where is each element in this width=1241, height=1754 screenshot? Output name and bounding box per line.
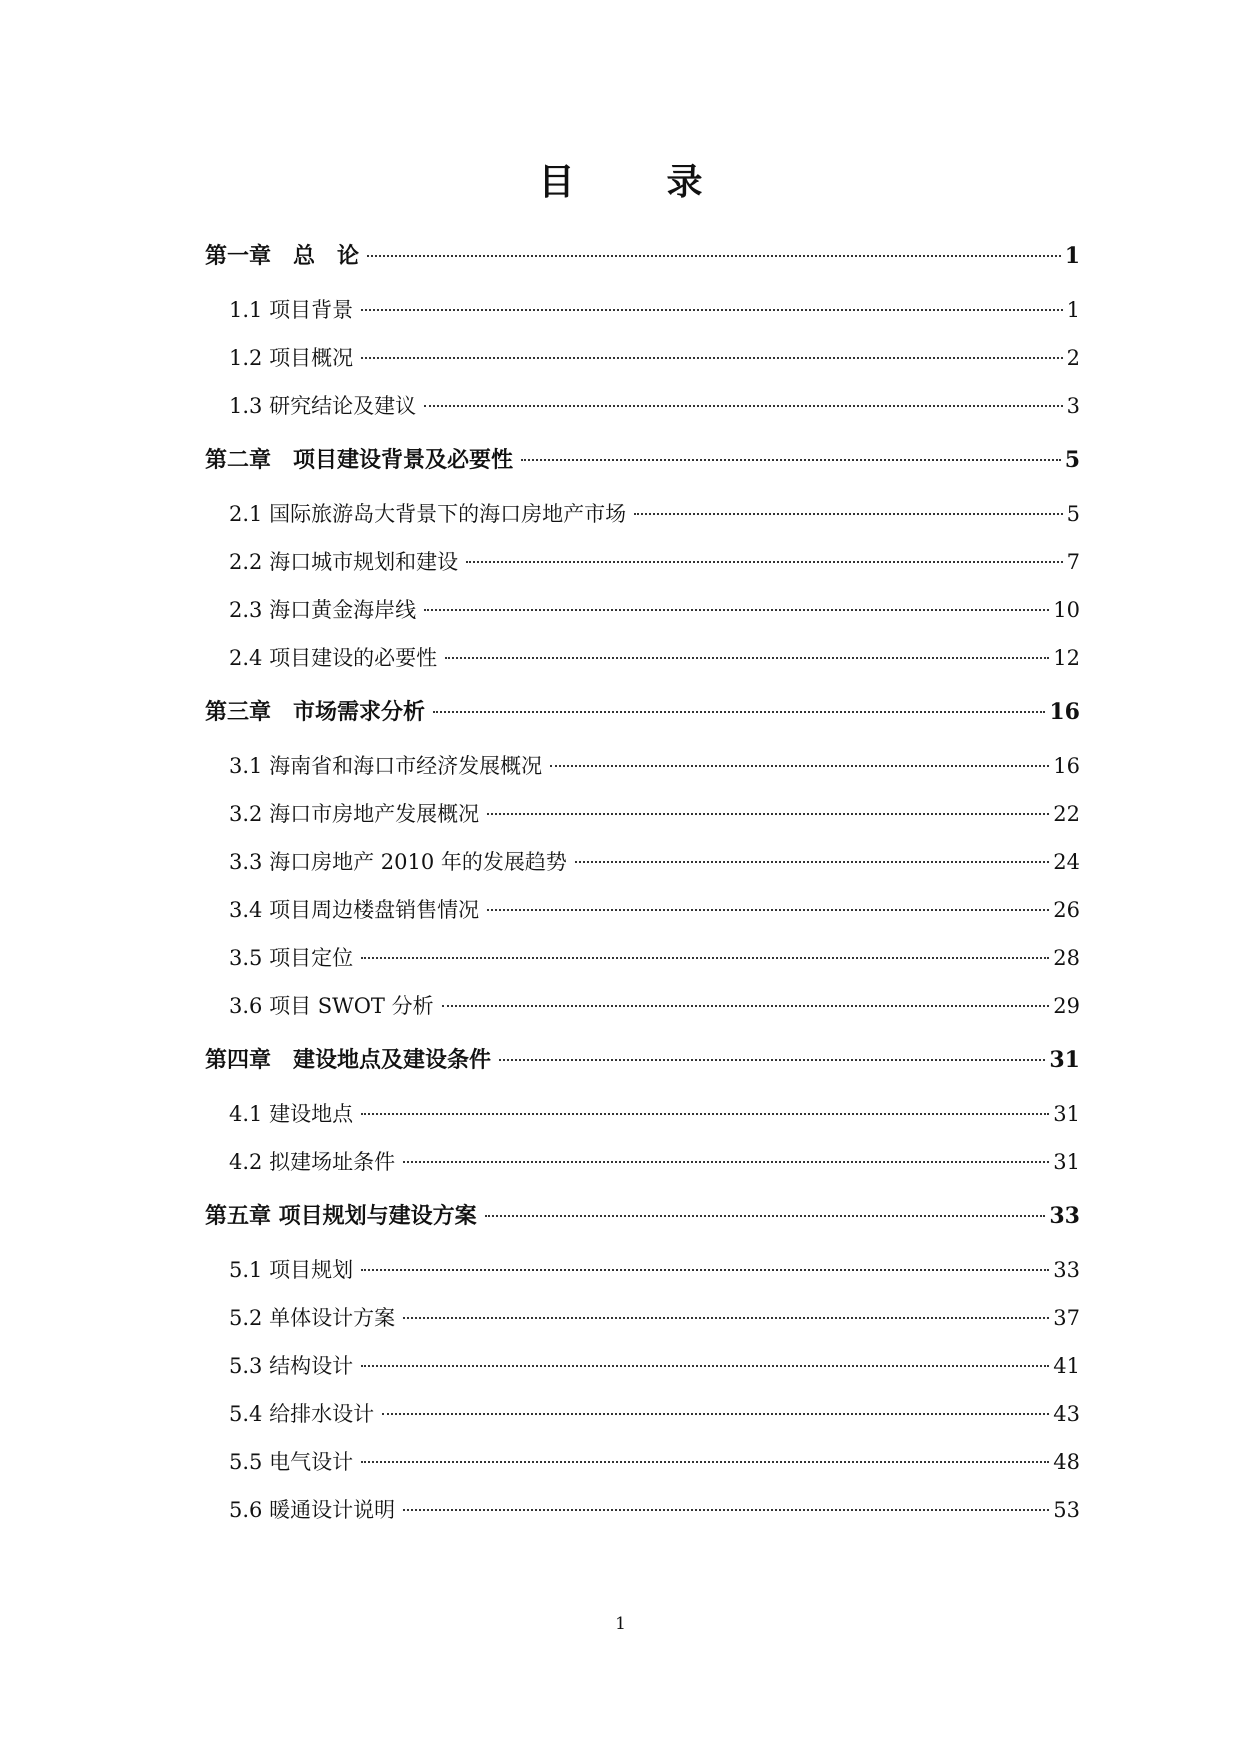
toc-entry-page: 1 [1064,243,1080,269]
toc-entry-page: 29 [1053,994,1080,1018]
toc-entry-page: 31 [1053,1150,1080,1174]
toc-dot-leader [499,1059,1045,1061]
toc-section-entry[interactable] [205,982,1080,1030]
toc-entry-page: 31 [1053,1102,1080,1126]
toc-entry-label: 第一章 总 论 [205,243,360,269]
toc-section-entry[interactable] [205,1090,1080,1138]
toc-chapter-entry[interactable] [205,430,1080,490]
toc-section-entry[interactable] [205,1486,1080,1534]
toc-entry-page: 31 [1049,1047,1080,1073]
toc-dot-leader [403,1161,1049,1163]
toc-dot-leader [403,1317,1049,1319]
toc-entry-label: 5.5 电气设计 [229,1450,354,1474]
toc-section-entry[interactable] [205,490,1080,538]
toc-dot-leader [403,1509,1049,1511]
toc-section-entry[interactable] [205,1294,1080,1342]
toc-entry-page: 16 [1053,754,1080,778]
toc-section-entry[interactable] [205,1390,1080,1438]
toc-dot-leader [487,909,1049,911]
toc-dot-leader [521,459,1061,461]
page-number: 1 [615,1614,626,1634]
toc-entry-label: 5.4 给排水设计 [229,1402,375,1426]
toc-entry-label: 5.1 项目规划 [229,1258,354,1282]
toc-section-entry[interactable] [205,1438,1080,1486]
toc-dot-leader [487,813,1049,815]
toc-section-entry[interactable] [205,742,1080,790]
toc-dot-leader [367,255,1061,257]
table-of-contents [205,226,1080,1534]
toc-section-entry[interactable] [205,1246,1080,1294]
toc-chapter-entry[interactable] [205,1030,1080,1090]
toc-section-entry[interactable] [205,1138,1080,1186]
toc-entry-page: 26 [1053,898,1080,922]
toc-entry-page: 53 [1053,1498,1080,1522]
toc-entry-label: 1.1 项目背景 [229,298,354,322]
toc-chapter-entry[interactable] [205,682,1080,742]
toc-dot-leader [433,711,1045,713]
toc-chapter-entry[interactable] [205,226,1080,286]
toc-section-entry[interactable] [205,538,1080,586]
toc-entry-label: 第五章 项目规划与建设方案 [205,1203,477,1229]
toc-entry-label: 3.1 海南省和海口市经济发展概况 [229,754,543,778]
toc-dot-leader [550,765,1049,767]
toc-dot-leader [361,1269,1049,1271]
toc-entry-label: 3.6 项目 SWOT 分析 [229,994,434,1018]
toc-dot-leader [445,657,1049,659]
toc-entry-page: 37 [1053,1306,1080,1330]
toc-entry-page: 22 [1053,802,1080,826]
toc-entry-page: 43 [1053,1402,1080,1426]
toc-entry-page: 12 [1053,646,1080,670]
toc-section-entry[interactable] [205,934,1080,982]
page-title: 目 录 [538,161,731,203]
toc-entry-page: 28 [1053,946,1080,970]
toc-entry-page: 33 [1053,1258,1080,1282]
toc-dot-leader [575,861,1049,863]
toc-entry-label: 3.4 项目周边楼盘销售情况 [229,898,480,922]
toc-dot-leader [361,357,1063,359]
toc-chapter-entry[interactable] [205,1186,1080,1246]
toc-entry-label: 2.3 海口黄金海岸线 [229,598,417,622]
toc-dot-leader [361,1461,1049,1463]
toc-entry-label: 2.1 国际旅游岛大背景下的海口房地产市场 [229,502,627,526]
toc-entry-page: 33 [1049,1203,1080,1229]
toc-dot-leader [361,309,1063,311]
toc-section-entry[interactable] [205,586,1080,634]
toc-section-entry[interactable] [205,634,1080,682]
toc-dot-leader [466,561,1063,563]
toc-entry-label: 第二章 项目建设背景及必要性 [205,447,514,473]
toc-dot-leader [361,957,1049,959]
toc-entry-page: 16 [1049,699,1080,725]
toc-entry-label: 5.6 暖通设计说明 [229,1498,396,1522]
toc-section-entry[interactable] [205,1342,1080,1390]
toc-entry-label: 5.2 单体设计方案 [229,1306,396,1330]
toc-entry-label: 4.2 拟建场址条件 [229,1150,396,1174]
toc-section-entry[interactable] [205,838,1080,886]
toc-dot-leader [361,1113,1049,1115]
toc-section-entry[interactable] [205,286,1080,334]
toc-entry-page: 5 [1066,502,1080,526]
toc-entry-page: 24 [1053,850,1080,874]
toc-entry-label: 1.2 项目概况 [229,346,354,370]
toc-entry-label: 4.1 建设地点 [229,1102,354,1126]
toc-entry-page: 5 [1064,447,1080,473]
toc-entry-page: 7 [1066,550,1080,574]
toc-section-entry[interactable] [205,886,1080,934]
toc-entry-label: 第四章 建设地点及建设条件 [205,1047,492,1073]
toc-section-entry[interactable] [205,382,1080,430]
toc-entry-label: 2.4 项目建设的必要性 [229,646,438,670]
toc-dot-leader [634,513,1063,515]
toc-entry-page: 48 [1053,1450,1080,1474]
toc-dot-leader [485,1215,1046,1217]
toc-section-entry[interactable] [205,790,1080,838]
toc-dot-leader [424,405,1063,407]
toc-entry-page: 41 [1053,1354,1080,1378]
toc-dot-leader [424,609,1049,611]
toc-section-entry[interactable] [205,334,1080,382]
toc-entry-page: 2 [1066,346,1080,370]
toc-entry-page: 1 [1066,298,1080,322]
toc-dot-leader [361,1365,1049,1367]
toc-entry-label: 1.3 研究结论及建议 [229,394,417,418]
toc-entry-label: 3.3 海口房地产 2010 年的发展趋势 [229,850,567,874]
toc-dot-leader [442,1005,1050,1007]
toc-entry-page: 10 [1053,598,1080,622]
toc-entry-page: 3 [1066,394,1080,418]
toc-entry-label: 2.2 海口城市规划和建设 [229,550,459,574]
toc-entry-label: 5.3 结构设计 [229,1354,354,1378]
toc-dot-leader [382,1413,1049,1415]
toc-entry-label: 3.2 海口市房地产发展概况 [229,802,480,826]
toc-entry-label: 第三章 市场需求分析 [205,699,426,725]
toc-entry-label: 3.5 项目定位 [229,946,354,970]
